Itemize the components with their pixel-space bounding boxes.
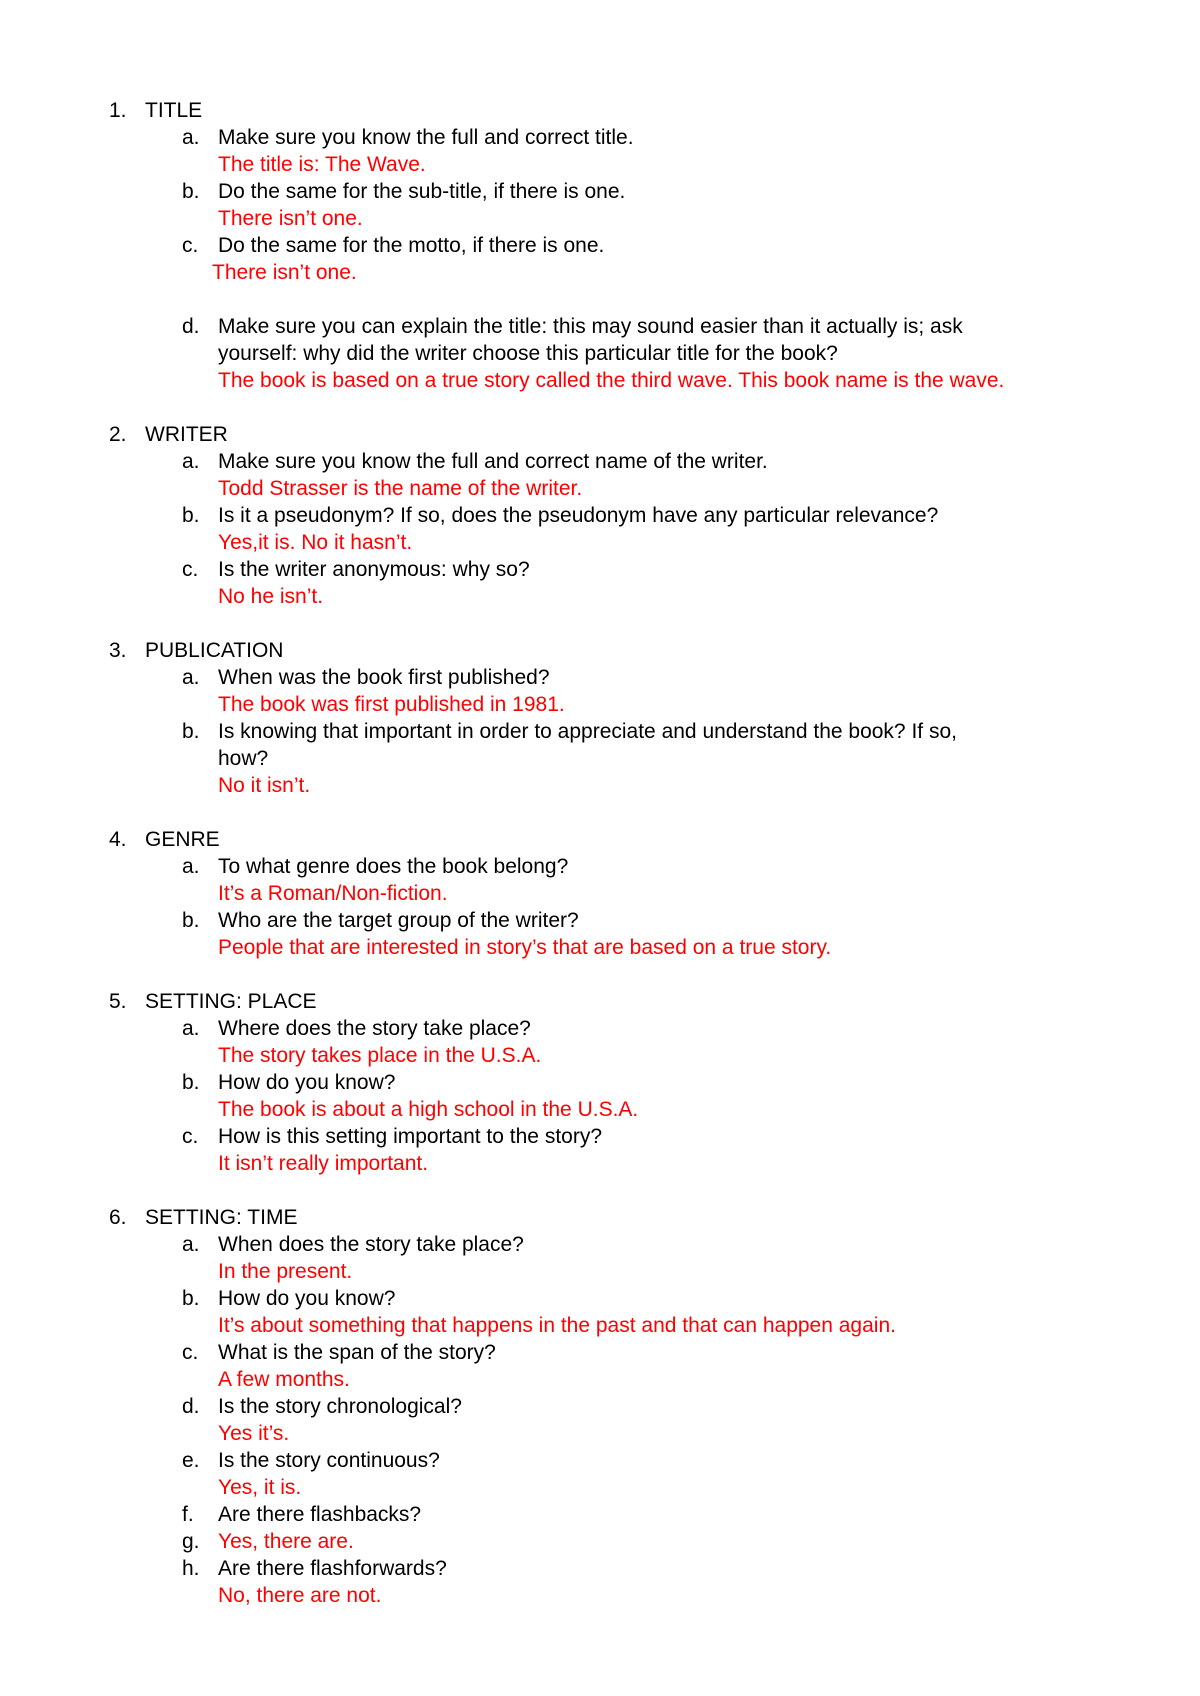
question-item	[0, 1285, 1200, 1339]
item-letter: e.	[182, 1449, 200, 1472]
answer-line	[0, 475, 1200, 502]
question-text: When does the story take place?	[218, 1233, 524, 1256]
answer-text: Yes, it is.	[218, 1476, 302, 1499]
question-line	[0, 907, 1200, 934]
section-number: 3.	[109, 639, 127, 662]
answer-text: The book was first published in 1981.	[218, 693, 565, 716]
question-text: Who are the target group of the writer?	[218, 909, 579, 932]
question-text: Make sure you know the full and correct name of the writer.	[218, 450, 768, 473]
answer-text: It’s a Roman/Non-fiction.	[218, 882, 448, 905]
item-letter: b.	[182, 1071, 200, 1094]
section-number: 1.	[109, 99, 127, 122]
item-letter: a.	[182, 450, 200, 473]
section-title: SETTING: PLACE	[145, 990, 317, 1013]
answer-line	[0, 259, 1200, 286]
section-4	[0, 826, 1200, 988]
question-item	[0, 1501, 1200, 1528]
answer-text: Yes it’s.	[218, 1422, 290, 1445]
answer-text: There isn’t one.	[218, 207, 363, 230]
section-number: 6.	[109, 1206, 127, 1229]
item-letter: c.	[182, 1341, 199, 1364]
question-item	[0, 1231, 1200, 1285]
question-text: Do the same for the sub-title, if there is one.	[218, 180, 626, 203]
question-line	[0, 853, 1200, 880]
item-letter: d.	[182, 1395, 200, 1418]
answer-text: A few months.	[218, 1368, 350, 1391]
question-text: How do you know?	[218, 1287, 396, 1310]
answer-text: It isn’t really important.	[218, 1152, 429, 1175]
question-item	[0, 1393, 1200, 1447]
item-letter: b.	[182, 909, 200, 932]
answer-line	[0, 1528, 1200, 1555]
item-letter: f.	[182, 1503, 194, 1526]
question-text: how?	[218, 747, 269, 770]
question-line	[0, 1447, 1200, 1474]
question-line	[0, 1123, 1200, 1150]
question-item	[0, 232, 1200, 313]
question-item	[0, 1069, 1200, 1123]
section-title: SETTING: TIME	[145, 1206, 298, 1229]
section-heading	[0, 637, 1200, 664]
item-letter: b.	[182, 720, 200, 743]
question-line	[0, 1231, 1200, 1258]
section-heading	[0, 988, 1200, 1015]
question-item	[0, 313, 1200, 394]
section-2	[0, 421, 1200, 637]
section-title: WRITER	[145, 423, 228, 446]
answer-line	[0, 367, 1200, 394]
section-number: 2.	[109, 423, 127, 446]
item-letter: a.	[182, 1017, 200, 1040]
question-line	[0, 502, 1200, 529]
question-text: Make sure you know the full and correct title.	[218, 126, 634, 149]
item-letter: b.	[182, 504, 200, 527]
item-letter: c.	[182, 234, 199, 257]
answer-text: In the present.	[218, 1260, 353, 1283]
question-item	[0, 1339, 1200, 1393]
question-line	[0, 1285, 1200, 1312]
question-item	[0, 556, 1200, 610]
answer-line	[0, 772, 1200, 799]
item-letter: a.	[182, 1233, 200, 1256]
question-line	[0, 313, 1200, 340]
question-text: Is knowing that important in order to appreciate and understand the book? If so,	[218, 720, 957, 743]
answer-text: Yes, there are.	[218, 1530, 354, 1553]
section-title: GENRE	[145, 828, 220, 851]
answer-line	[0, 1042, 1200, 1069]
answer-text: The book is about a high school in the U.S.A.	[218, 1098, 639, 1121]
question-item	[0, 1555, 1200, 1609]
question-line	[0, 1393, 1200, 1420]
answer-line	[0, 583, 1200, 610]
question-line	[0, 448, 1200, 475]
item-letter: c.	[182, 1125, 199, 1148]
question-line	[0, 1069, 1200, 1096]
answer-line	[0, 934, 1200, 961]
question-text: yourself: why did the writer choose this particular title for the book?	[218, 342, 838, 365]
question-line	[0, 1015, 1200, 1042]
section-3	[0, 637, 1200, 826]
section-title: TITLE	[145, 99, 203, 122]
question-item	[0, 178, 1200, 232]
question-line	[0, 340, 1200, 367]
answer-text: There isn’t one.	[212, 261, 357, 284]
section-number: 4.	[109, 828, 127, 851]
section-heading	[0, 1204, 1200, 1231]
question-line	[0, 124, 1200, 151]
item-letter: b.	[182, 1287, 200, 1310]
answer-text: The title is: The Wave.	[218, 153, 426, 176]
question-item	[0, 448, 1200, 502]
item-letter: d.	[182, 315, 200, 338]
question-line	[0, 718, 1200, 745]
answer-text: Todd Strasser is the name of the writer.	[218, 477, 583, 500]
question-item	[0, 502, 1200, 556]
answer-text: No, there are not.	[218, 1584, 382, 1607]
question-text: How is this setting important to the story?	[218, 1125, 602, 1148]
question-item	[0, 664, 1200, 718]
section-spacer	[0, 610, 1200, 637]
question-text: Is it a pseudonym? If so, does the pseudonym have any particular relevance?	[218, 504, 939, 527]
question-text: Is the story chronological?	[218, 1395, 462, 1418]
question-line	[0, 232, 1200, 259]
item-letter: b.	[182, 180, 200, 203]
section-heading	[0, 421, 1200, 448]
section-6	[0, 1204, 1200, 1609]
question-item	[0, 853, 1200, 907]
answer-line	[0, 1582, 1200, 1609]
question-item	[0, 907, 1200, 961]
answer-text: People that are interested in story’s that are based on a true story.	[218, 936, 832, 959]
section-heading	[0, 97, 1200, 124]
question-item	[0, 1447, 1200, 1501]
answer-line	[0, 1420, 1200, 1447]
question-line	[0, 745, 1200, 772]
question-line	[0, 664, 1200, 691]
blank-line	[0, 286, 1200, 313]
answer-line	[0, 1150, 1200, 1177]
item-letter: a.	[182, 126, 200, 149]
item-letter: a.	[182, 666, 200, 689]
question-line	[0, 556, 1200, 583]
question-text: When was the book first published?	[218, 666, 550, 689]
question-text: What is the span of the story?	[218, 1341, 496, 1364]
answer-text: No it isn’t.	[218, 774, 311, 797]
question-line	[0, 1501, 1200, 1528]
section-spacer	[0, 799, 1200, 826]
question-text: Do the same for the motto, if there is one.	[218, 234, 605, 257]
question-line	[0, 1339, 1200, 1366]
question-line	[0, 178, 1200, 205]
section-heading	[0, 826, 1200, 853]
questionnaire	[0, 97, 1200, 1609]
question-item	[0, 1123, 1200, 1177]
answer-line	[0, 691, 1200, 718]
section-spacer	[0, 961, 1200, 988]
answer-text: It’s about something that happens in the past and that can happen again.	[218, 1314, 896, 1337]
answer-line	[0, 151, 1200, 178]
answer-text: The book is based on a true story called the third wave. This book name is the wave.	[218, 369, 1005, 392]
answer-line	[0, 1474, 1200, 1501]
question-text: Is the writer anonymous: why so?	[218, 558, 530, 581]
question-item	[0, 124, 1200, 178]
section-5	[0, 988, 1200, 1204]
section-title: PUBLICATION	[145, 639, 284, 662]
answer-text: No he isn’t.	[218, 585, 324, 608]
section-spacer	[0, 394, 1200, 421]
question-item	[0, 718, 1200, 799]
answer-text: The story takes place in the U.S.A.	[218, 1044, 542, 1067]
question-text: Make sure you can explain the title: this may sound easier than it actually is; ask	[218, 315, 963, 338]
question-text: Are there flashbacks?	[218, 1503, 422, 1526]
answer-line	[0, 1258, 1200, 1285]
question-line	[0, 1555, 1200, 1582]
answer-line	[0, 529, 1200, 556]
answer-text: Yes,it is. No it hasn’t.	[218, 531, 413, 554]
question-item	[0, 1015, 1200, 1069]
item-letter: a.	[182, 855, 200, 878]
answer-line	[0, 1312, 1200, 1339]
question-text: Are there flashforwards?	[218, 1557, 447, 1580]
section-spacer	[0, 1177, 1200, 1204]
section-number: 5.	[109, 990, 127, 1013]
item-letter: g.	[182, 1530, 200, 1553]
answer-line	[0, 205, 1200, 232]
question-text: Is the story continuous?	[218, 1449, 440, 1472]
question-item	[0, 1528, 1200, 1555]
answer-line	[0, 1096, 1200, 1123]
answer-line	[0, 880, 1200, 907]
answer-line	[0, 1366, 1200, 1393]
question-text: How do you know?	[218, 1071, 396, 1094]
section-1	[0, 97, 1200, 421]
item-letter: c.	[182, 558, 199, 581]
question-text: Where does the story take place?	[218, 1017, 531, 1040]
item-letter: h.	[182, 1557, 200, 1580]
question-text: To what genre does the book belong?	[218, 855, 569, 878]
